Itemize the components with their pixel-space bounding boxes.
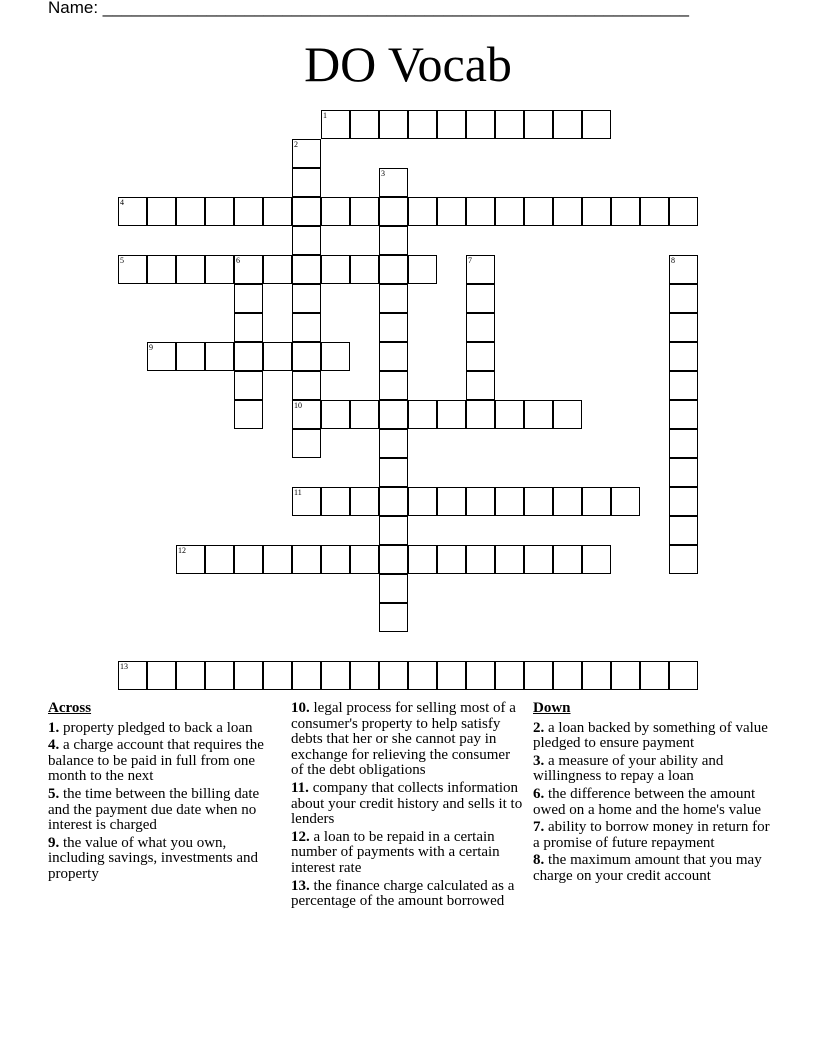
cell-number: 12	[178, 546, 186, 555]
grid-cell[interactable]	[292, 342, 321, 371]
grid-cell[interactable]	[234, 661, 263, 690]
grid-cell[interactable]	[350, 400, 379, 429]
clue-number: 7.	[533, 819, 545, 836]
grid-cell[interactable]	[669, 313, 698, 342]
clue-number: 9.	[48, 834, 60, 851]
cell-number: 2	[294, 140, 298, 149]
grid-cell[interactable]	[176, 255, 205, 284]
grid-cell[interactable]	[466, 197, 495, 226]
grid-cell[interactable]	[524, 661, 553, 690]
grid-cell[interactable]	[669, 371, 698, 400]
grid-cell[interactable]	[292, 487, 321, 516]
clue-text: ability to borrow money in return for a promise of future repayment	[533, 819, 770, 851]
grid-cell[interactable]	[379, 313, 408, 342]
grid-cell[interactable]	[495, 545, 524, 574]
grid-cell[interactable]	[495, 110, 524, 139]
grid-cell[interactable]	[118, 197, 147, 226]
clue-text: the time between the billing date and the payment due date when no interest is charged	[48, 785, 260, 834]
grid-cell[interactable]	[466, 545, 495, 574]
grid-cell[interactable]	[234, 255, 263, 284]
clue-number: 2.	[533, 719, 545, 736]
grid-cell[interactable]	[553, 110, 582, 139]
grid-cell[interactable]	[379, 516, 408, 545]
grid-cell[interactable]	[176, 197, 205, 226]
grid-cell[interactable]	[408, 400, 437, 429]
grid-cell[interactable]	[379, 342, 408, 371]
clue-across-12	[291, 830, 523, 877]
grid-cell[interactable]	[669, 197, 698, 226]
down-heading: Down	[533, 700, 571, 716]
cell-number: 8	[671, 256, 675, 265]
grid-cell[interactable]	[205, 197, 234, 226]
grid-cell[interactable]	[234, 284, 263, 313]
grid-cell[interactable]	[524, 487, 553, 516]
grid-cell[interactable]	[408, 110, 437, 139]
grid-cell[interactable]	[466, 487, 495, 516]
grid-cell[interactable]	[379, 487, 408, 516]
grid-cell[interactable]	[640, 661, 669, 690]
grid-cell[interactable]	[379, 197, 408, 226]
grid-cell[interactable]	[669, 516, 698, 545]
clue-text: company that collects information about your credit history and sells it to lenders	[291, 779, 523, 828]
grid-cell[interactable]	[379, 603, 408, 632]
grid-cell[interactable]	[669, 545, 698, 574]
grid-cell[interactable]	[147, 661, 176, 690]
clue-text: the value of what you own, including savings, investments and property	[48, 834, 258, 882]
clue-down-2	[533, 721, 778, 752]
clue-text: property pledged to back a loan	[59, 719, 253, 736]
clue-number: 1.	[48, 719, 60, 736]
grid-cell[interactable]	[495, 400, 524, 429]
grid-cell[interactable]	[118, 661, 147, 690]
grid-cell[interactable]	[553, 661, 582, 690]
grid-cell[interactable]	[553, 400, 582, 429]
grid-cell[interactable]	[292, 313, 321, 342]
grid-cell[interactable]	[611, 487, 640, 516]
grid-cell[interactable]	[292, 284, 321, 313]
clue-number: 12.	[291, 828, 310, 845]
grid-cell[interactable]	[408, 487, 437, 516]
clues-column-3	[533, 701, 778, 887]
grid-cell[interactable]	[263, 342, 292, 371]
grid-cell[interactable]	[640, 197, 669, 226]
cell-number: 3	[381, 169, 385, 178]
grid-cell[interactable]	[669, 429, 698, 458]
grid-cell[interactable]	[669, 458, 698, 487]
grid-cell[interactable]	[408, 255, 437, 284]
grid-cell[interactable]	[669, 342, 698, 371]
grid-cell[interactable]	[292, 226, 321, 255]
grid-cell[interactable]	[408, 545, 437, 574]
cell-number: 11	[294, 488, 302, 497]
grid-cell[interactable]	[379, 661, 408, 690]
grid-cell[interactable]	[379, 226, 408, 255]
cell-number: 6	[236, 256, 240, 265]
grid-cell[interactable]	[408, 197, 437, 226]
grid-cell[interactable]	[466, 313, 495, 342]
grid-cell[interactable]	[292, 400, 321, 429]
grid-cell[interactable]	[292, 168, 321, 197]
clue-text: a measure of your ability and willingness to repay a loan	[533, 752, 724, 785]
grid-cell[interactable]	[466, 255, 495, 284]
clue-text: the finance charge calculated as a percentage of the amount borrowed	[291, 877, 515, 910]
grid-cell[interactable]	[350, 661, 379, 690]
grid-cell[interactable]	[234, 400, 263, 429]
grid-cell[interactable]	[379, 429, 408, 458]
grid-cell[interactable]	[292, 371, 321, 400]
clue-text: legal process for selling most of a consumer's property to help satisfy debts that her or she cannot pay in exchange for relieving the consumer of the debt obligations	[291, 700, 516, 779]
grid-cell[interactable]	[350, 487, 379, 516]
grid-cell[interactable]	[582, 661, 611, 690]
clue-down-8	[533, 853, 778, 884]
grid-cell[interactable]	[379, 371, 408, 400]
grid-cell[interactable]	[263, 545, 292, 574]
grid-cell[interactable]	[292, 197, 321, 226]
grid-cell[interactable]	[524, 110, 553, 139]
grid-cell[interactable]	[292, 139, 321, 168]
grid-cell[interactable]	[379, 168, 408, 197]
grid-cell[interactable]	[350, 197, 379, 226]
grid-cell[interactable]	[350, 255, 379, 284]
clue-number: 10.	[291, 700, 310, 716]
grid-cell[interactable]	[147, 255, 176, 284]
grid-cell[interactable]	[205, 255, 234, 284]
grid-cell[interactable]	[321, 255, 350, 284]
grid-cell[interactable]	[379, 574, 408, 603]
grid-cell[interactable]	[234, 342, 263, 371]
grid-cell[interactable]	[292, 661, 321, 690]
clues-column-2	[291, 701, 523, 912]
grid-cell[interactable]	[495, 197, 524, 226]
grid-cell[interactable]	[524, 197, 553, 226]
clue-down-3	[533, 754, 778, 785]
page-title: DO Vocab	[304, 36, 512, 92]
grid-cell[interactable]	[205, 661, 234, 690]
cell-number: 1	[323, 111, 327, 120]
grid-cell[interactable]	[611, 197, 640, 226]
cell-number: 13	[120, 662, 128, 671]
grid-cell[interactable]	[263, 197, 292, 226]
grid-cell[interactable]	[553, 487, 582, 516]
grid-cell[interactable]	[205, 545, 234, 574]
clue-across-9	[48, 836, 280, 883]
clue-across-4	[48, 738, 280, 785]
grid-cell[interactable]	[553, 197, 582, 226]
grid-cell[interactable]	[582, 545, 611, 574]
clue-number: 4.	[48, 737, 60, 754]
grid-cell[interactable]	[176, 342, 205, 371]
grid-cell[interactable]	[379, 400, 408, 429]
grid-cell[interactable]	[466, 342, 495, 371]
grid-cell[interactable]	[321, 400, 350, 429]
grid-cell[interactable]	[466, 400, 495, 429]
grid-cell[interactable]	[292, 429, 321, 458]
grid-cell[interactable]	[466, 110, 495, 139]
grid-cell[interactable]	[292, 255, 321, 284]
clue-text: a loan backed by something of value pledged to ensure payment	[533, 719, 768, 752]
grid-cell[interactable]	[263, 255, 292, 284]
grid-cell[interactable]	[669, 284, 698, 313]
grid-cell[interactable]	[611, 661, 640, 690]
grid-cell[interactable]	[350, 110, 379, 139]
clue-text: a charge account that requires the balance to be paid in full from one month to the next	[48, 737, 264, 785]
grid-cell[interactable]	[437, 110, 466, 139]
grid-cell[interactable]	[408, 661, 437, 690]
grid-cell[interactable]	[466, 661, 495, 690]
grid-cell[interactable]	[321, 110, 350, 139]
cell-number: 5	[120, 256, 124, 265]
grid-cell[interactable]	[495, 487, 524, 516]
grid-cell[interactable]	[524, 545, 553, 574]
clue-across-13	[291, 879, 523, 910]
clue-text: the difference between the amount owed on a home and the home's value	[533, 785, 762, 818]
grid-cell[interactable]	[379, 458, 408, 487]
grid-cell[interactable]	[437, 487, 466, 516]
clue-number: 11.	[291, 779, 309, 796]
grid-cell[interactable]	[379, 110, 408, 139]
grid-cell[interactable]	[669, 255, 698, 284]
clue-across-10	[291, 701, 523, 779]
grid-cell[interactable]	[437, 400, 466, 429]
across-heading: Across	[48, 700, 92, 716]
name-field-label: Name: ______________________________________________________________	[48, 0, 689, 17]
grid-cell[interactable]	[176, 661, 205, 690]
grid-cell[interactable]	[553, 545, 582, 574]
grid-cell[interactable]	[263, 661, 292, 690]
grid-cell[interactable]	[582, 197, 611, 226]
clue-text: a loan to be repaid in a certain number of payments with a certain interest rate	[291, 828, 500, 876]
grid-cell[interactable]	[292, 545, 321, 574]
grid-cell[interactable]	[234, 371, 263, 400]
clue-across-1	[48, 721, 280, 737]
grid-cell[interactable]	[147, 342, 176, 371]
cell-number: 9	[149, 343, 153, 352]
clue-down-7	[533, 820, 778, 851]
grid-cell[interactable]	[582, 110, 611, 139]
cell-number: 4	[120, 198, 124, 207]
grid-cell[interactable]	[234, 197, 263, 226]
cell-number: 10	[294, 401, 302, 410]
grid-cell[interactable]	[176, 545, 205, 574]
grid-cell[interactable]	[379, 255, 408, 284]
grid-cell[interactable]	[466, 371, 495, 400]
grid-cell[interactable]	[321, 661, 350, 690]
clue-text: the maximum amount that you may charge on your credit account	[533, 852, 762, 884]
clue-number: 8.	[533, 852, 545, 869]
grid-cell[interactable]	[524, 400, 553, 429]
grid-cell[interactable]	[437, 197, 466, 226]
clue-number: 5.	[48, 785, 60, 802]
grid-cell[interactable]	[321, 487, 350, 516]
grid-cell[interactable]	[234, 545, 263, 574]
grid-cell[interactable]	[669, 661, 698, 690]
grid-cell[interactable]	[495, 661, 524, 690]
clue-number: 13.	[291, 877, 310, 894]
clue-across-11	[291, 781, 523, 828]
grid-cell[interactable]	[379, 284, 408, 313]
grid-cell[interactable]	[379, 545, 408, 574]
grid-cell[interactable]	[437, 661, 466, 690]
grid-cell[interactable]	[205, 342, 234, 371]
grid-cell[interactable]	[669, 487, 698, 516]
grid-cell[interactable]	[321, 545, 350, 574]
clue-number: 3.	[533, 752, 545, 769]
grid-cell[interactable]	[350, 545, 379, 574]
grid-cell[interactable]	[321, 197, 350, 226]
clue-number: 6.	[533, 785, 545, 802]
grid-cell[interactable]	[466, 284, 495, 313]
clues-column-1	[48, 701, 280, 885]
grid-cell[interactable]	[582, 487, 611, 516]
grid-cell[interactable]	[669, 400, 698, 429]
grid-cell[interactable]	[321, 342, 350, 371]
clue-across-5	[48, 787, 280, 834]
grid-cell[interactable]	[147, 197, 176, 226]
cell-number: 7	[468, 256, 472, 265]
grid-cell[interactable]	[437, 545, 466, 574]
clue-down-6	[533, 787, 778, 818]
grid-cell[interactable]	[234, 313, 263, 342]
grid-cell[interactable]	[118, 255, 147, 284]
